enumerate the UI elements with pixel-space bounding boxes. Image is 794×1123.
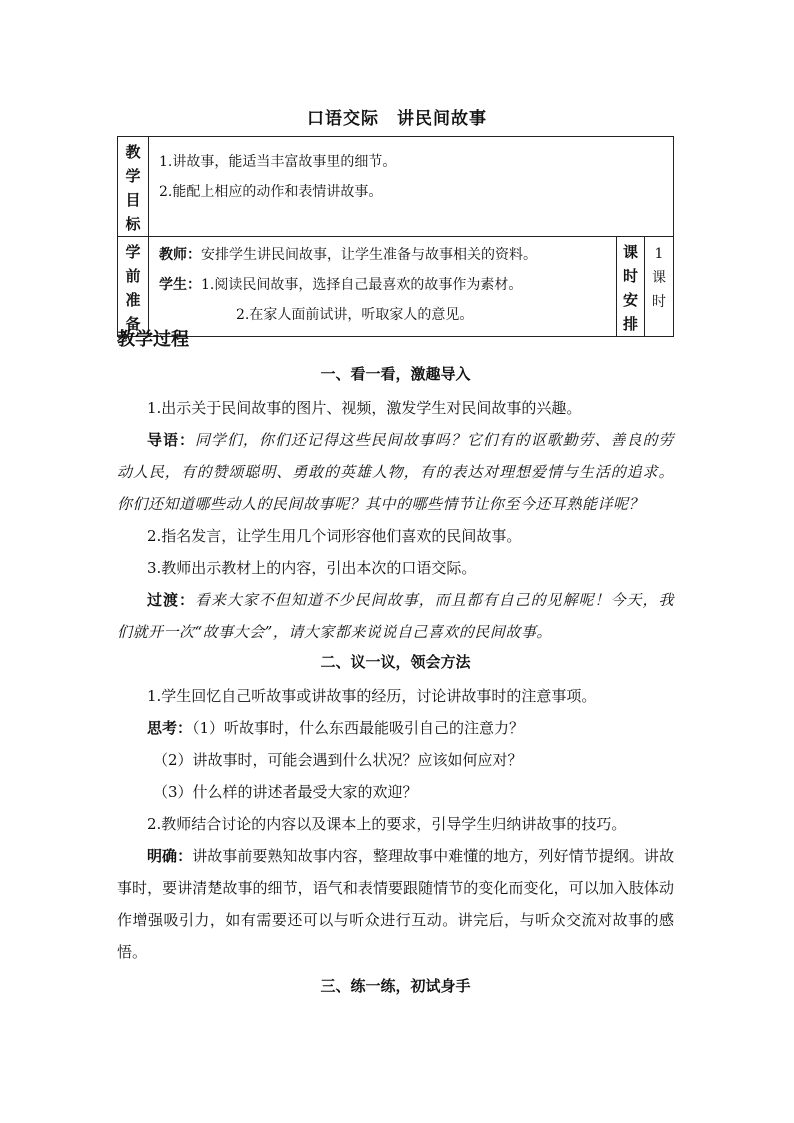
objectives-content <box>149 137 674 237</box>
preparation-content <box>149 237 617 337</box>
section-heading: 二、议一议，领会方法 <box>320 653 471 671</box>
think-item: （2）讲故事时，可能会遇到什么状况？应该如何应对？ <box>153 751 523 769</box>
teacher-prep: 教师：安排学生讲民间故事，让学生准备与故事相关的资料。 <box>159 247 537 263</box>
think-paragraph: 思考：（1）听故事时，什么东西最能吸引自己的注意力？ <box>147 719 525 737</box>
paragraph: 2.指名发言，让学生用几个词形容他们喜欢的民间故事。 <box>147 527 522 545</box>
paragraph: 1.出示关于民间故事的图片、视频，激发学生对民间故事的兴趣。 <box>147 399 582 417</box>
objective-item: 2.能配上相应的动作和表情讲故事。 <box>159 184 383 200</box>
objective-item: 1.讲故事，能适当丰富故事里的细节。 <box>159 154 397 170</box>
clarify-paragraph: 明确：讲故事前要熟知故事内容，整理故事中难懂的地方，列好情节提纲。讲故事时，要讲清楚故事的细节，语气和表情要跟随情节的变化而变化，可以加入肢体动作增强吸引力，如有需要还可以与听众进行互动。讲完后，与听众交流对故事的感悟。 <box>117 847 674 961</box>
student-prep-2: 2.在家人面前试讲，听取家人的意见。 <box>236 307 474 323</box>
think-item: （3）什么样的讲述者最受大家的欢迎？ <box>153 783 418 801</box>
preparation-row <box>118 237 674 337</box>
student-prep: 学生：1.阅读民间故事，选择自己最喜欢的故事作为素材。 <box>159 277 523 293</box>
paragraph: 2.教师结合讨论的内容以及课本上的要求，引导学生归纳讲故事的技巧。 <box>147 815 627 833</box>
transition-paragraph: 过渡：看来大家不但知道不少民间故事，而且都有自己的见解呢！今天，我们就开一次“故事大会”，请大家都来说说自己喜欢的民间故事。 <box>117 591 674 641</box>
section-heading: 三、练一练，初试身手 <box>320 977 471 995</box>
process-heading: 教学过程 <box>117 329 189 350</box>
process-content <box>117 360 674 1004</box>
paragraph: 3.教师出示教材上的内容，引出本次的口语交际。 <box>147 559 477 577</box>
section-heading: 一、看一看，激趣导入 <box>320 365 471 383</box>
objectives-row <box>118 137 674 237</box>
hours-label: 课 时 安 排 <box>617 237 645 337</box>
document-title: 口语交际 讲民间故事 <box>307 109 487 129</box>
lesson-plan-table <box>117 136 674 337</box>
objectives-label: 教 学 目 标 <box>118 137 149 237</box>
preparation-label: 学 前 准 备 <box>118 237 149 337</box>
paragraph: 1.学生回忆自己听故事或讲故事的经历，讨论讲故事时的注意事项。 <box>147 687 597 705</box>
hours-value: 1 课 时 <box>645 237 674 337</box>
guide-paragraph: 导语：同学们，你们还记得这些民间故事吗？它们有的讴歌勤劳、善良的劳动人民，有的赞颂聪明、勇敢的英雄人物，有的表达对理想爱情与生活的追求。你们还知道哪些动人的民间故事呢？其中的哪些情节让你至今还耳熟能详呢？ <box>117 431 674 513</box>
